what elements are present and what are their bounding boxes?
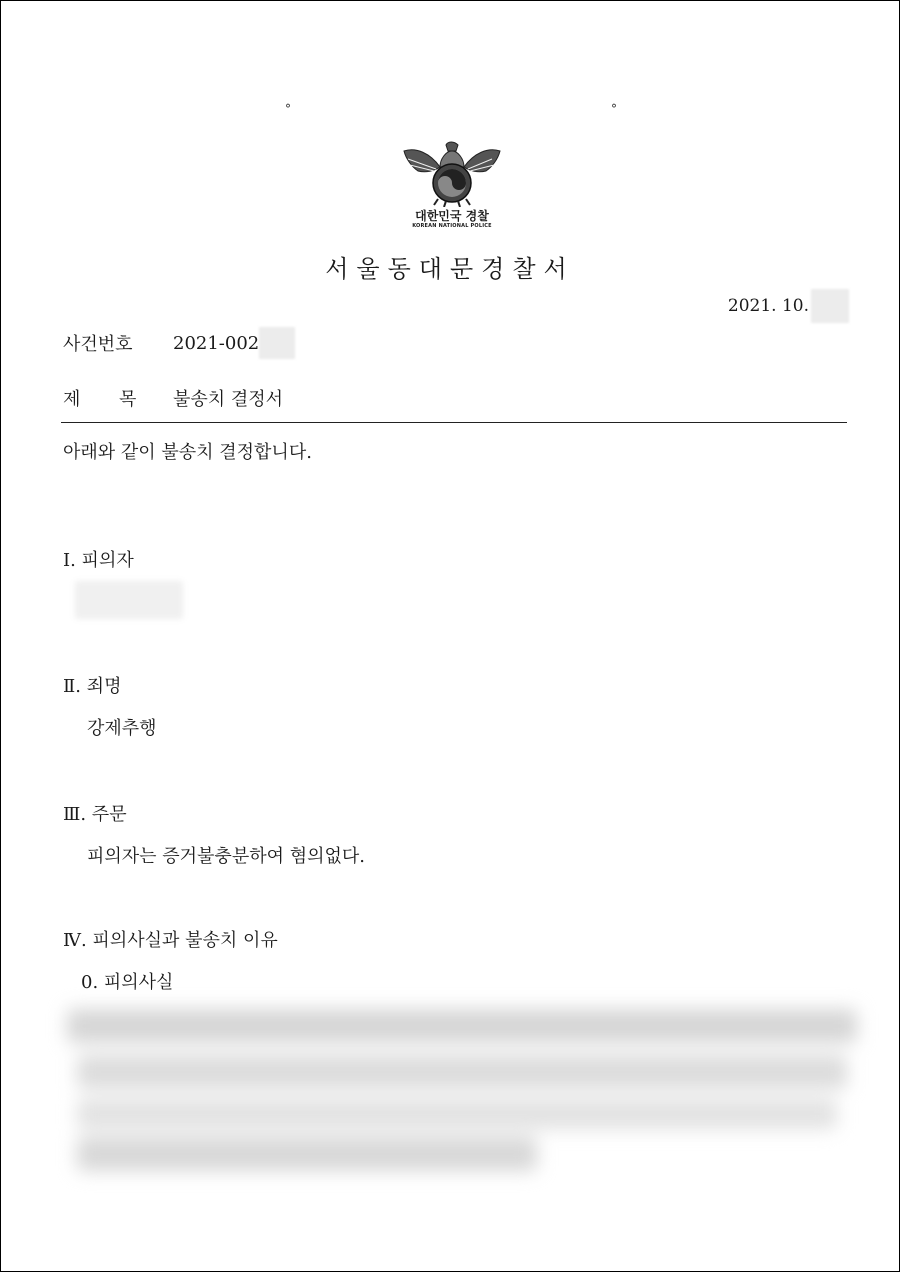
police-emblem-logo bbox=[396, 137, 508, 235]
section-facts-subheading: 0. 피의사실 bbox=[81, 972, 174, 993]
case-number-label: 사건번호 bbox=[63, 334, 133, 355]
suspect-name-redaction bbox=[75, 581, 183, 619]
top-right-mark: ° bbox=[611, 102, 617, 116]
redacted-facts-block bbox=[57, 999, 869, 1189]
subject-value: 불송치 결정서 bbox=[173, 389, 284, 410]
organization-title: 서울동대문경찰서 bbox=[325, 255, 575, 283]
subject-row bbox=[63, 385, 283, 411]
date-text: 2021. 10. bbox=[727, 296, 809, 316]
subject-label-part-b: 목 bbox=[119, 389, 137, 410]
date-redaction bbox=[811, 289, 849, 323]
section-disposition-heading: Ⅲ. 주문 bbox=[63, 804, 127, 825]
section-facts-heading: Ⅳ. 피의사실과 불송치 이유 bbox=[63, 930, 278, 951]
eagle-emblem-icon bbox=[396, 137, 508, 207]
document-date bbox=[728, 289, 849, 323]
section-charge-body: 강제추행 bbox=[87, 718, 157, 739]
logo-korean-text: 대한민국 경찰 bbox=[415, 209, 489, 223]
section-charge-heading: Ⅱ. 죄명 bbox=[63, 676, 122, 697]
header-divider bbox=[61, 422, 847, 423]
case-number-value: 2021-002 bbox=[173, 332, 260, 354]
section-suspect-heading: Ⅰ. 피의자 bbox=[63, 550, 134, 571]
subject-label bbox=[63, 385, 173, 411]
intro-sentence: 아래와 같이 불송치 결정합니다. bbox=[63, 442, 312, 463]
case-number-redaction bbox=[259, 327, 295, 359]
logo-english-text: KOREAN NATIONAL POLICE bbox=[412, 223, 492, 229]
subject-label-part-a: 제 bbox=[63, 389, 81, 410]
case-number-row bbox=[63, 327, 295, 359]
top-left-mark: ° bbox=[285, 102, 291, 116]
section-disposition-body: 피의자는 증거불충분하여 혐의없다. bbox=[87, 846, 365, 867]
